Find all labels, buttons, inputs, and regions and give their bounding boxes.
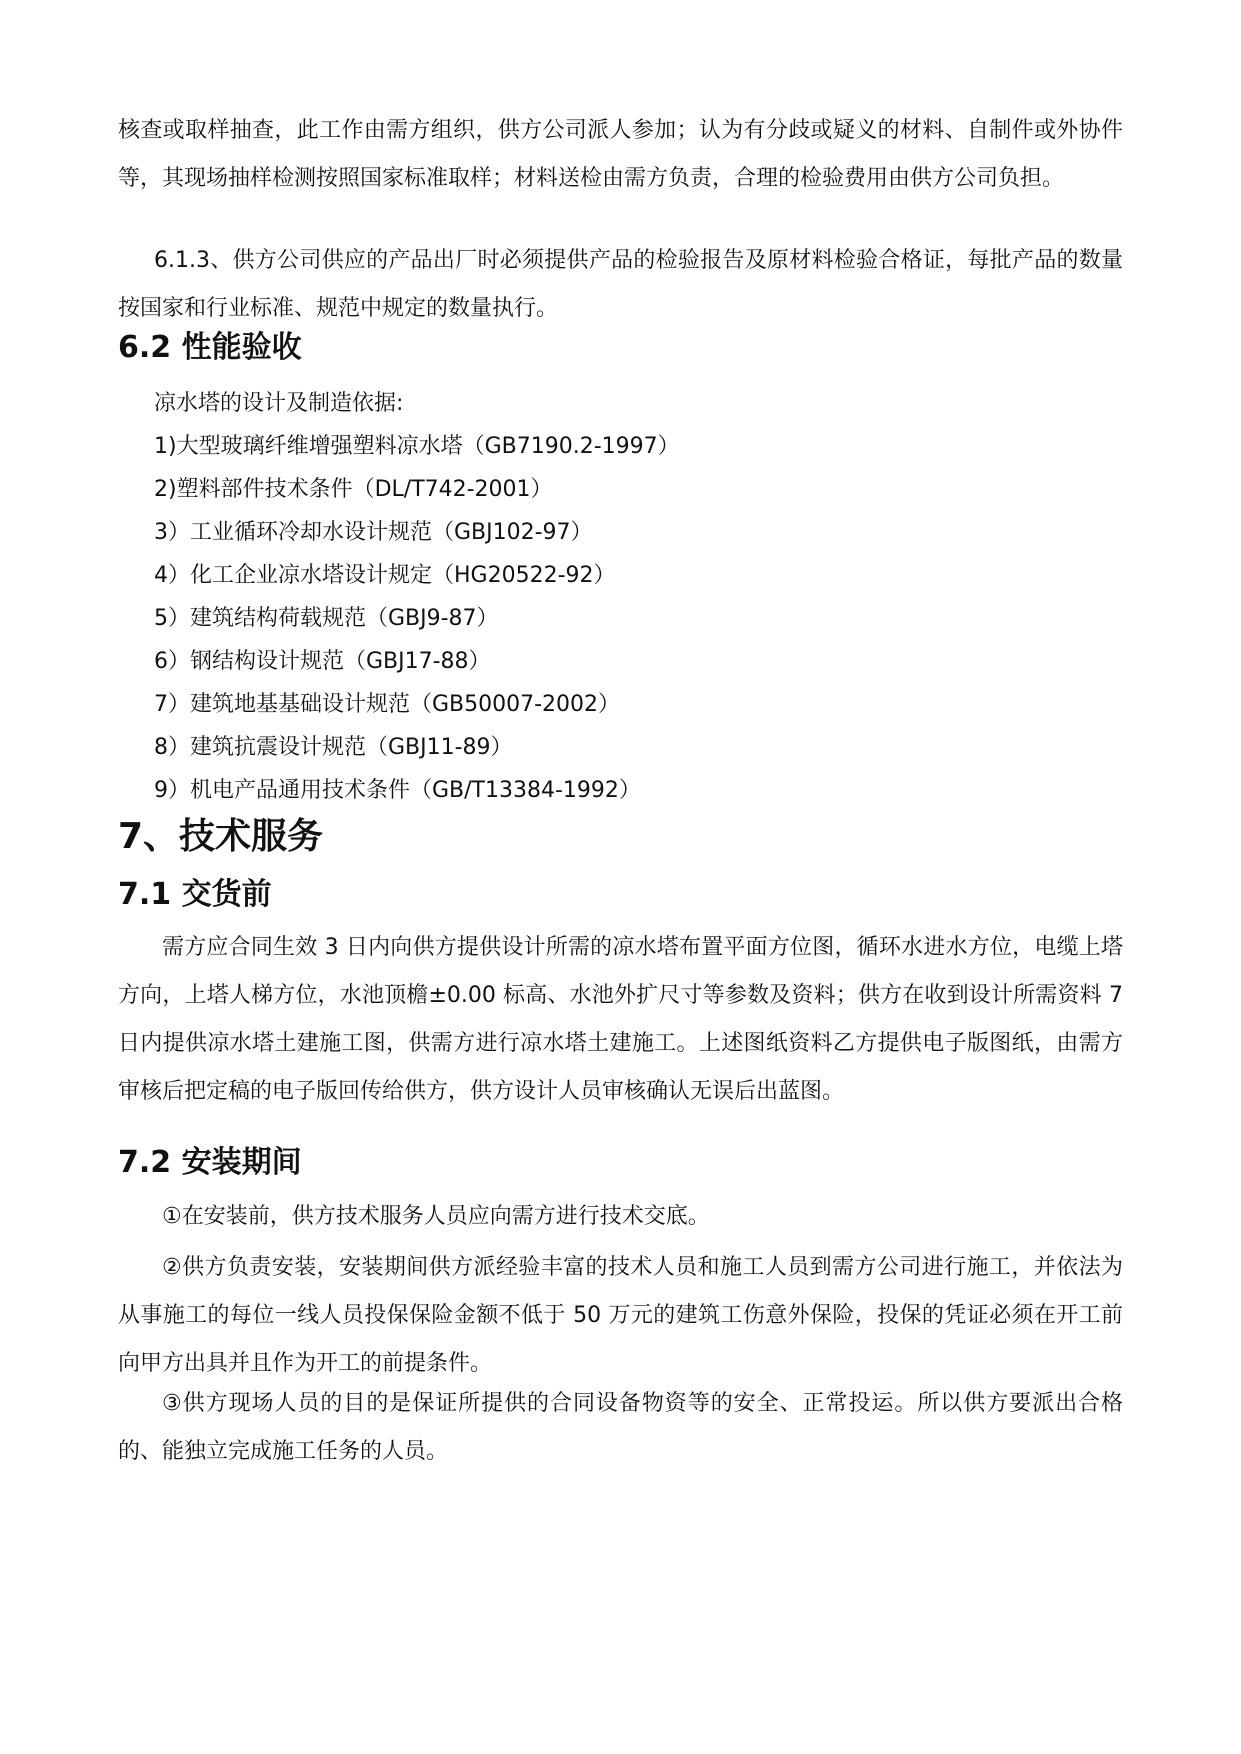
heading-7: 7、技术服务: [118, 816, 324, 857]
standard-item-2: 2)塑料部件技术条件（DL/T742-2001）: [154, 477, 553, 502]
paragraph-7-2-1: ①在安装前，供方技术服务人员应向需方进行技术交底。: [162, 1204, 710, 1229]
standard-item-6: 6）钢结构设计规范（GBJ17-88）: [154, 649, 491, 674]
standard-item-1: 1)大型玻璃纤维增强塑料凉水塔（GB7190.2-1997）: [154, 434, 680, 459]
standard-item-5: 5）建筑结构荷载规范（GBJ9-87）: [154, 606, 499, 631]
heading-7-2: 7.2 安装期间: [118, 1145, 302, 1180]
standard-item-3: 3）工业循环冷却水设计规范（GBJ102-97）: [154, 520, 593, 545]
heading-7-1: 7.1 交货前: [118, 877, 272, 912]
intro-6-2: 凉水塔的设计及制造依据:: [154, 391, 404, 416]
paragraph-6-1-continued: 核查或取样抽查，此工作由需方组织，供方公司派人参加；认为有分歧或疑义的材料、自制件或外协件等，其现场抽样检测按照国家标准取样；材料送检由需方负责，合理的检验费用由供方公司负担。: [118, 118, 1123, 191]
standard-item-9: 9）机电产品通用技术条件（GB/T13384-1992）: [154, 778, 641, 803]
paragraph-6-1-3: 6.1.3、供方公司供应的产品出厂时必须提供产品的检验报告及原材料检验合格证，每批产品的数量按国家和行业标准、规范中规定的数量执行。: [118, 248, 1123, 321]
paragraph-7-1: 需方应合同生效 3 日内向供方提供设计所需的凉水塔布置平面方位图，循环水进水方位，电缆上塔方向，上塔人梯方位，水池顶檐±0.00 标高、水池外扩尺寸等参数及资料；供方在收到设计所需资料 7 日内提供凉水塔土建施工图，供需方进行凉水塔土建施工。上述图纸资料乙方提供电子版图纸，由需方审核后把定稿的电子版回传给供方，供方设计人员审核确认无误后出蓝图。: [118, 935, 1123, 1104]
standard-item-7: 7）建筑地基基础设计规范（GB50007-2002）: [154, 692, 621, 717]
standard-item-8: 8）建筑抗震设计规范（GBJ11-89）: [154, 735, 513, 760]
heading-6-2: 6.2 性能验收: [118, 330, 302, 365]
paragraph-7-2-2: ②供方负责安装，安装期间供方派经验丰富的技术人员和施工人员到需方公司进行施工，并依法为从事施工的每位一线人员投保保险金额不低于 50 万元的建筑工伤意外保险，投保的凭证必须在开工前向甲方出具并且作为开工的前提条件。: [118, 1255, 1123, 1376]
paragraph-7-2-3: ③供方现场人员的目的是保证所提供的合同设备物资等的安全、正常投运。所以供方要派出合格的、能独立完成施工任务的人员。: [118, 1391, 1123, 1464]
standard-item-4: 4）化工企业凉水塔设计规定（HG20522-92）: [154, 563, 616, 588]
